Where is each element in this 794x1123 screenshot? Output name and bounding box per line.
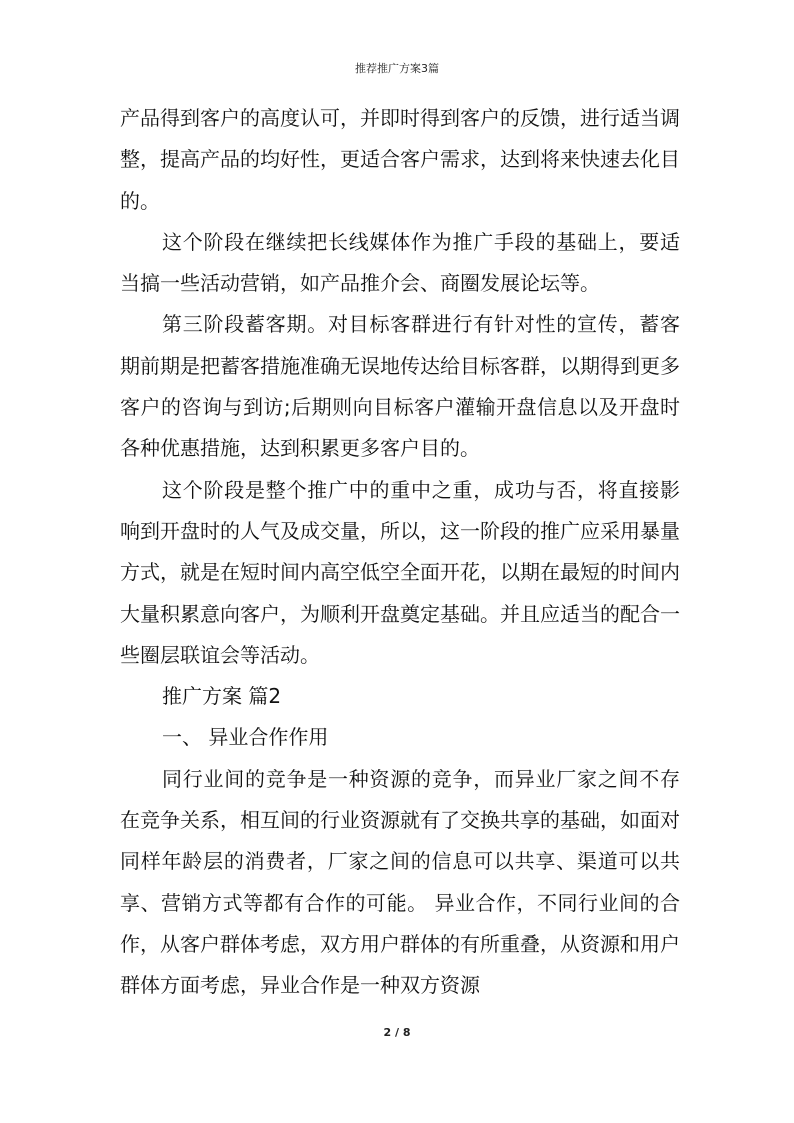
- paragraph-3: 第三阶段蓄客期。对目标客群进行有针对性的宣传，蓄客期前期是把蓄客措施准确无误地传达给目标客群，以期得到更多客户的咨询与到访;后期则向目标客户灌输开盘信息以及开盘时各种优惠措施，达到积累更多客户目的。: [120, 312, 680, 461]
- document-body: [120, 98, 680, 1007]
- subsection-heading: 一、 异业合作作用: [162, 725, 329, 750]
- paragraph-5: 同行业间的竞争是一种资源的竞争，而异业厂家之间不存在竞争关系，相互间的行业资源就有了交换共享的基础，如面对同样年龄层的消费者，厂家之间的信息可以共享、渠道可以共享、营销方式等都有合作的可能。 异业合作，不同行业间的合作，从客户群体考虑，双方用户群体的有所重叠，从资源和用户群体方面考虑，异业合作是一种双方资源: [120, 766, 680, 998]
- section-heading: 推广方案 篇2: [162, 684, 282, 709]
- paragraph-1: 产品得到客户的高度认可，并即时得到客户的反馈，进行适当调整，提高产品的均好性，更适合客户需求，达到将来快速去化目的。: [120, 106, 680, 213]
- paragraph-2: 这个阶段在继续把长线媒体作为推广手段的基础上，要适当搞一些活动营销，如产品推介会、商圈发展论坛等。: [120, 229, 680, 296]
- page-header-title: 推荐推广方案3篇: [355, 62, 439, 75]
- page-number: 2 / 8: [383, 1026, 411, 1039]
- paragraph-4: 这个阶段是整个推广中的重中之重，成功与否，将直接影响到开盘时的人气及成交量，所以，这一阶段的推广应采用暴量方式，就是在短时间内高空低空全面开花，以期在最短的时间内大量积累意向客户，为顺利开盘奠定基础。并且应适当的配合一些圈层联谊会等活动。: [120, 477, 680, 667]
